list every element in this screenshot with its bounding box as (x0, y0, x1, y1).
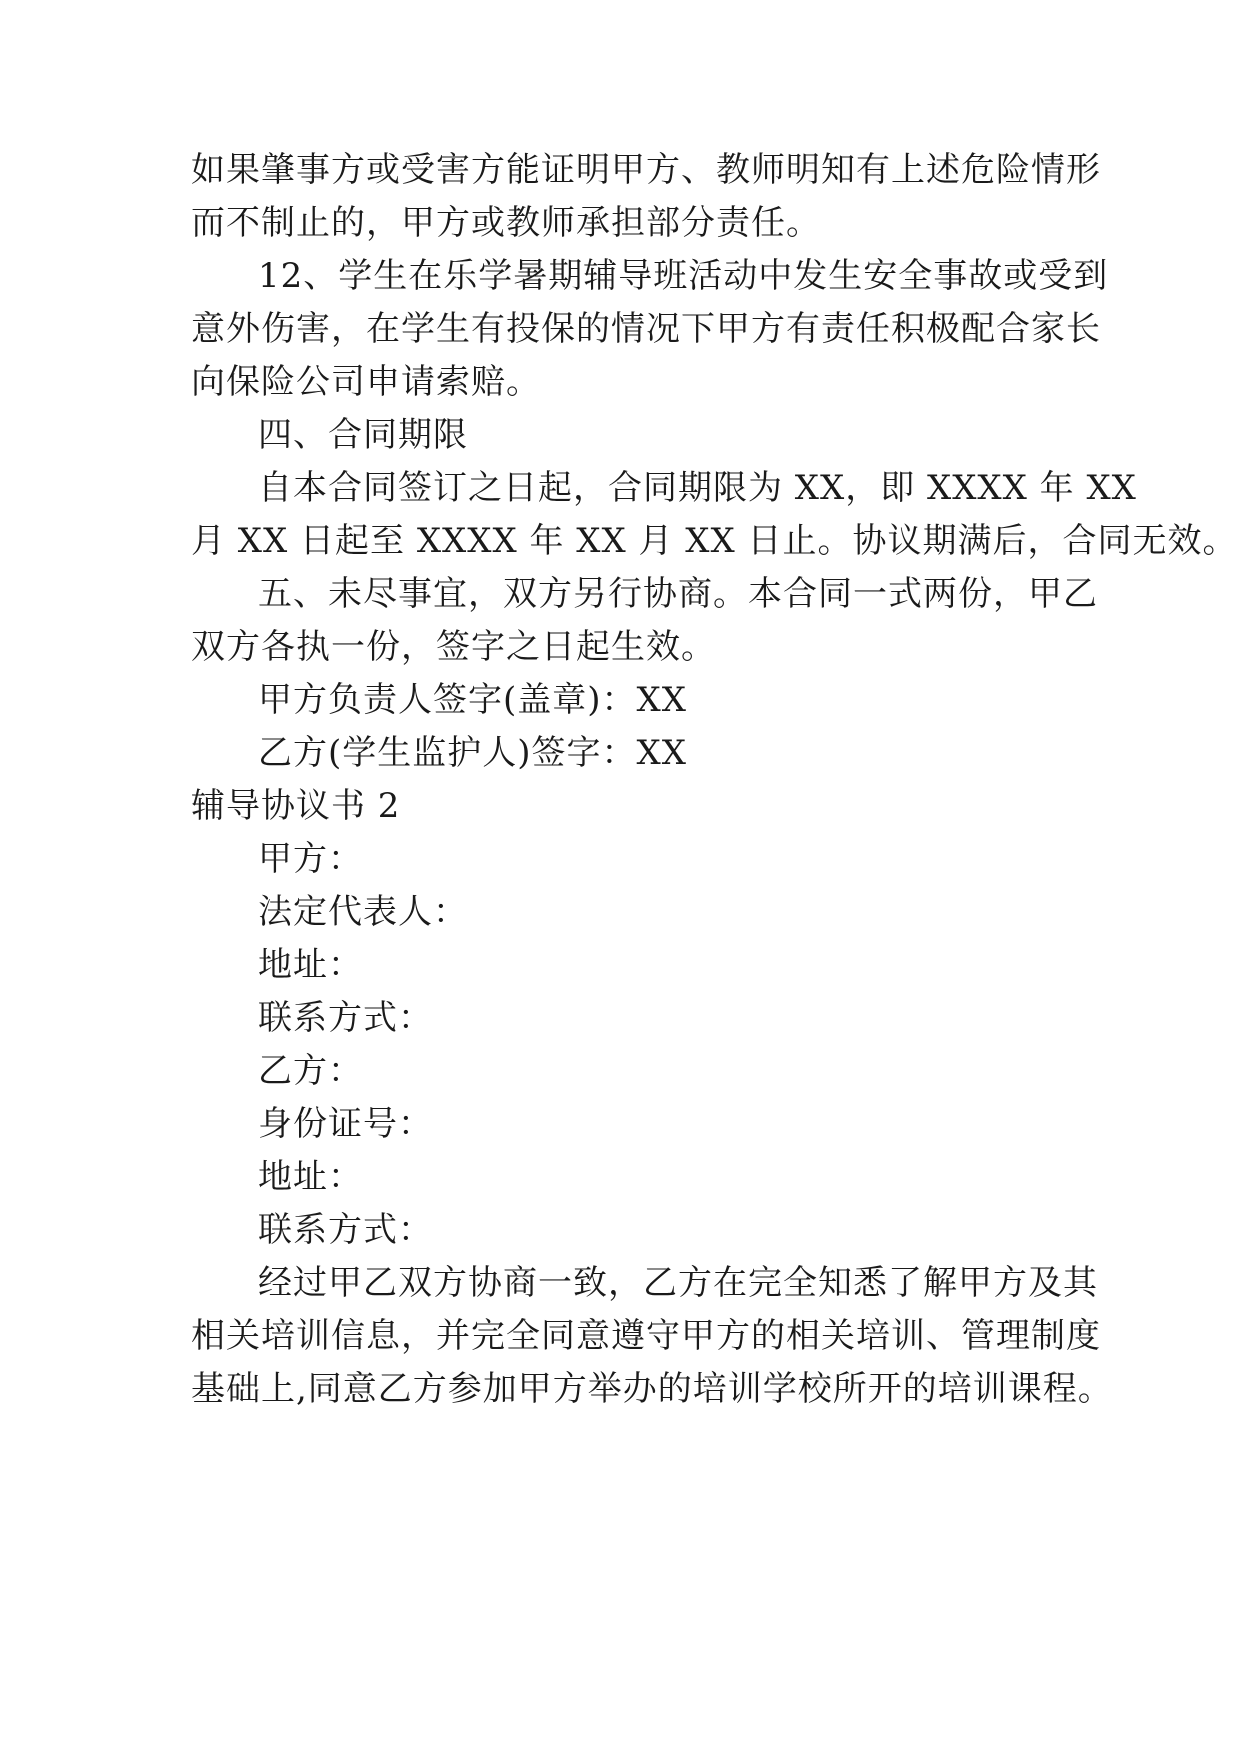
contact-field: 联系方式： (258, 998, 433, 1038)
id-number-field: 身份证号： (258, 1104, 433, 1144)
paragraph-line: 双方各执一份，签字之日起生效。 (191, 627, 716, 667)
paragraph-line: 经过甲乙双方协商一致，乙方在完全知悉了解甲方及其 (258, 1263, 1098, 1303)
address-field: 地址： (258, 1157, 363, 1197)
section-heading: 四、合同期限 (258, 415, 468, 455)
contact-field: 联系方式： (258, 1210, 433, 1250)
paragraph-line: 相关培训信息，并完全同意遵守甲方的相关培训、管理制度 (191, 1316, 1101, 1356)
paragraph-line: 五、未尽事宜，双方另行协商。本合同一式两份，甲乙 (258, 574, 1098, 614)
address-field: 地址： (258, 945, 363, 985)
paragraph-line: 向保险公司申请索赔。 (191, 362, 541, 402)
party-b-field: 乙方： (258, 1051, 363, 1091)
party-a-field: 甲方： (258, 839, 363, 879)
paragraph-line: 如果肇事方或受害方能证明甲方、教师明知有上述危险情形 (191, 150, 1101, 190)
paragraph-line: 12、学生在乐学暑期辅导班活动中发生安全事故或受到 (258, 256, 1109, 296)
signature-line-party-b: 乙方(学生监护人)签字：XX (258, 733, 687, 773)
signature-line-party-a: 甲方负责人签字(盖章)：XX (258, 680, 687, 720)
document-title: 辅导协议书 2 (191, 786, 401, 826)
paragraph-line: 而不制止的，甲方或教师承担部分责任。 (191, 203, 821, 243)
legal-representative-field: 法定代表人： (258, 892, 468, 932)
paragraph-line: 意外伤害，在学生有投保的情况下甲方有责任积极配合家长 (191, 309, 1101, 349)
paragraph-line: 基础上,同意乙方参加甲方举办的培训学校所开的培训课程。 (191, 1369, 1113, 1409)
paragraph-line: 月 XX 日起至 XXXX 年 XX 月 XX 日止。协议期满后，合同无效。 (191, 521, 1238, 561)
paragraph-line: 自本合同签订之日起，合同期限为 XX，即 XXXX 年 XX (258, 468, 1137, 508)
